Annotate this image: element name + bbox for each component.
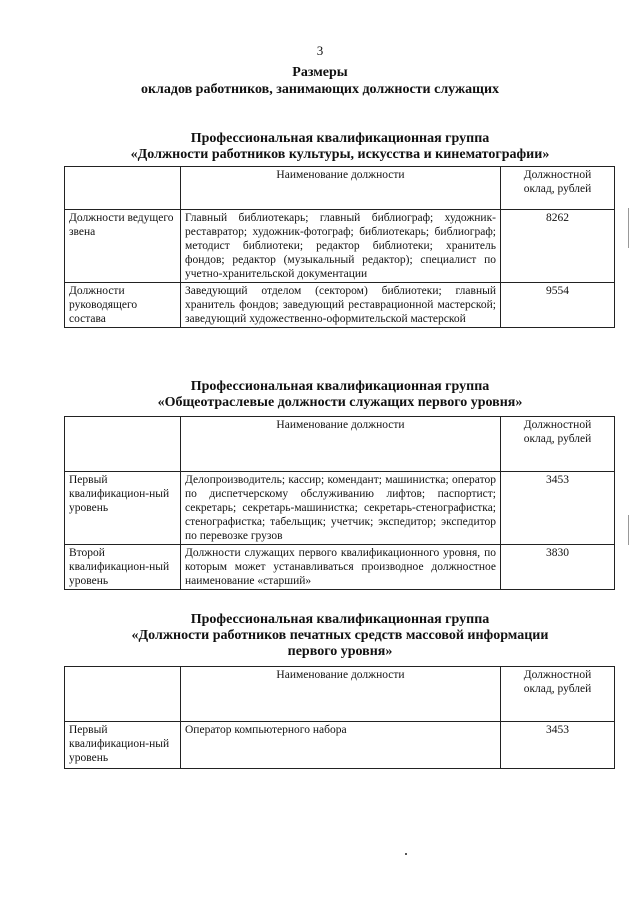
group-heading-line-2: «Должности работников культуры, искусства и кинематографии» bbox=[130, 147, 550, 162]
header-salary-line-2: оклад, рублей bbox=[523, 433, 592, 445]
row-level: Первый квалификацион-ный уровень bbox=[65, 722, 181, 769]
group-heading-line-2: «Должности работников печатных средств массовой информации bbox=[131, 628, 549, 643]
row-level: Должности ведущего звена bbox=[65, 210, 181, 283]
salary-table-culture bbox=[64, 166, 615, 328]
scan-margin-mark bbox=[628, 208, 629, 248]
salary-table-press bbox=[64, 666, 615, 769]
header-cell-position: Наименование должности bbox=[181, 667, 501, 722]
header-cell-salary bbox=[501, 167, 615, 210]
scan-dot-mark bbox=[405, 853, 407, 855]
row-salary: 3453 bbox=[501, 722, 615, 769]
row-level: Второй квалификацион-ный уровень bbox=[65, 545, 181, 590]
header-cell-level bbox=[65, 417, 181, 472]
salary-table-general bbox=[64, 416, 615, 590]
header-cell-level bbox=[65, 667, 181, 722]
header-cell-salary bbox=[501, 667, 615, 722]
document-title-line-1: Размеры bbox=[292, 65, 348, 80]
group-heading-line-1: Профессиональная квалификационная группа bbox=[190, 131, 490, 146]
header-salary-line-2: оклад, рублей bbox=[523, 683, 592, 695]
header-cell-position: Наименование должности bbox=[181, 417, 501, 472]
group-heading-general bbox=[60, 379, 620, 411]
header-salary-line-1: Должностной bbox=[523, 419, 592, 431]
scan-margin-mark bbox=[628, 515, 629, 545]
row-positions: Делопроизводитель; кассир; комендант; машинистка; оператор по диспетчерскому обслуживанию лифтов; паспортист; секретарь; секретарь-машинистка; секретарь-стенографистка; стенографистка; табельщик; учетчик; экспедитор; экспедитор по перевозке грузов bbox=[181, 472, 501, 545]
table-row bbox=[65, 283, 615, 328]
row-salary: 8262 bbox=[501, 210, 615, 283]
group-heading-line-3: первого уровня» bbox=[287, 644, 393, 659]
header-salary-line-1: Должностной bbox=[523, 669, 592, 681]
row-positions: Оператор компьютерного набора bbox=[181, 722, 501, 769]
table-row bbox=[65, 472, 615, 545]
group-heading-press bbox=[60, 612, 620, 660]
row-level: Должности руководящего состава bbox=[65, 283, 181, 328]
row-positions: Главный библиотекарь; главный библиограф; художник-реставратор; художник-фотограф; библиотекарь; библиограф; методист библиотеки; редактор библиотеки; хранитель фондов; редактор (музыкальный редактор); специалист по учетно-хранительской документации bbox=[181, 210, 501, 283]
group-heading-culture bbox=[60, 131, 620, 163]
table-row bbox=[65, 545, 615, 590]
table-header-row bbox=[65, 417, 615, 472]
table-header-row bbox=[65, 667, 615, 722]
group-heading-line-2: «Общеотраслевые должности служащих первого уровня» bbox=[157, 395, 523, 410]
group-heading-line-1: Профессиональная квалификационная группа bbox=[190, 612, 490, 627]
header-cell-position: Наименование должности bbox=[181, 167, 501, 210]
header-salary-line-2: оклад, рублей bbox=[523, 183, 592, 195]
row-salary: 9554 bbox=[501, 283, 615, 328]
table-row bbox=[65, 210, 615, 283]
row-salary: 3830 bbox=[501, 545, 615, 590]
table-row bbox=[65, 722, 615, 769]
document-title-line-2: окладов работников, занимающих должности служащих bbox=[140, 82, 500, 97]
header-cell-level bbox=[65, 167, 181, 210]
page-number: 3 bbox=[316, 43, 324, 58]
row-level: Первый квалификацион-ный уровень bbox=[65, 472, 181, 545]
table-header-row bbox=[65, 167, 615, 210]
row-positions: Должности служащих первого квалификационного уровня, по которым может устанавливаться производное должностное наименование «старший» bbox=[181, 545, 501, 590]
row-salary: 3453 bbox=[501, 472, 615, 545]
row-positions: Заведующий отделом (сектором) библиотеки; главный хранитель фондов; заведующий реставрационной мастерской; заведующий художественно-оформительской мастерской bbox=[181, 283, 501, 328]
document-title bbox=[0, 64, 640, 98]
header-salary-line-1: Должностной bbox=[523, 169, 592, 181]
group-heading-line-1: Профессиональная квалификационная группа bbox=[190, 379, 490, 394]
header-cell-salary bbox=[501, 417, 615, 472]
